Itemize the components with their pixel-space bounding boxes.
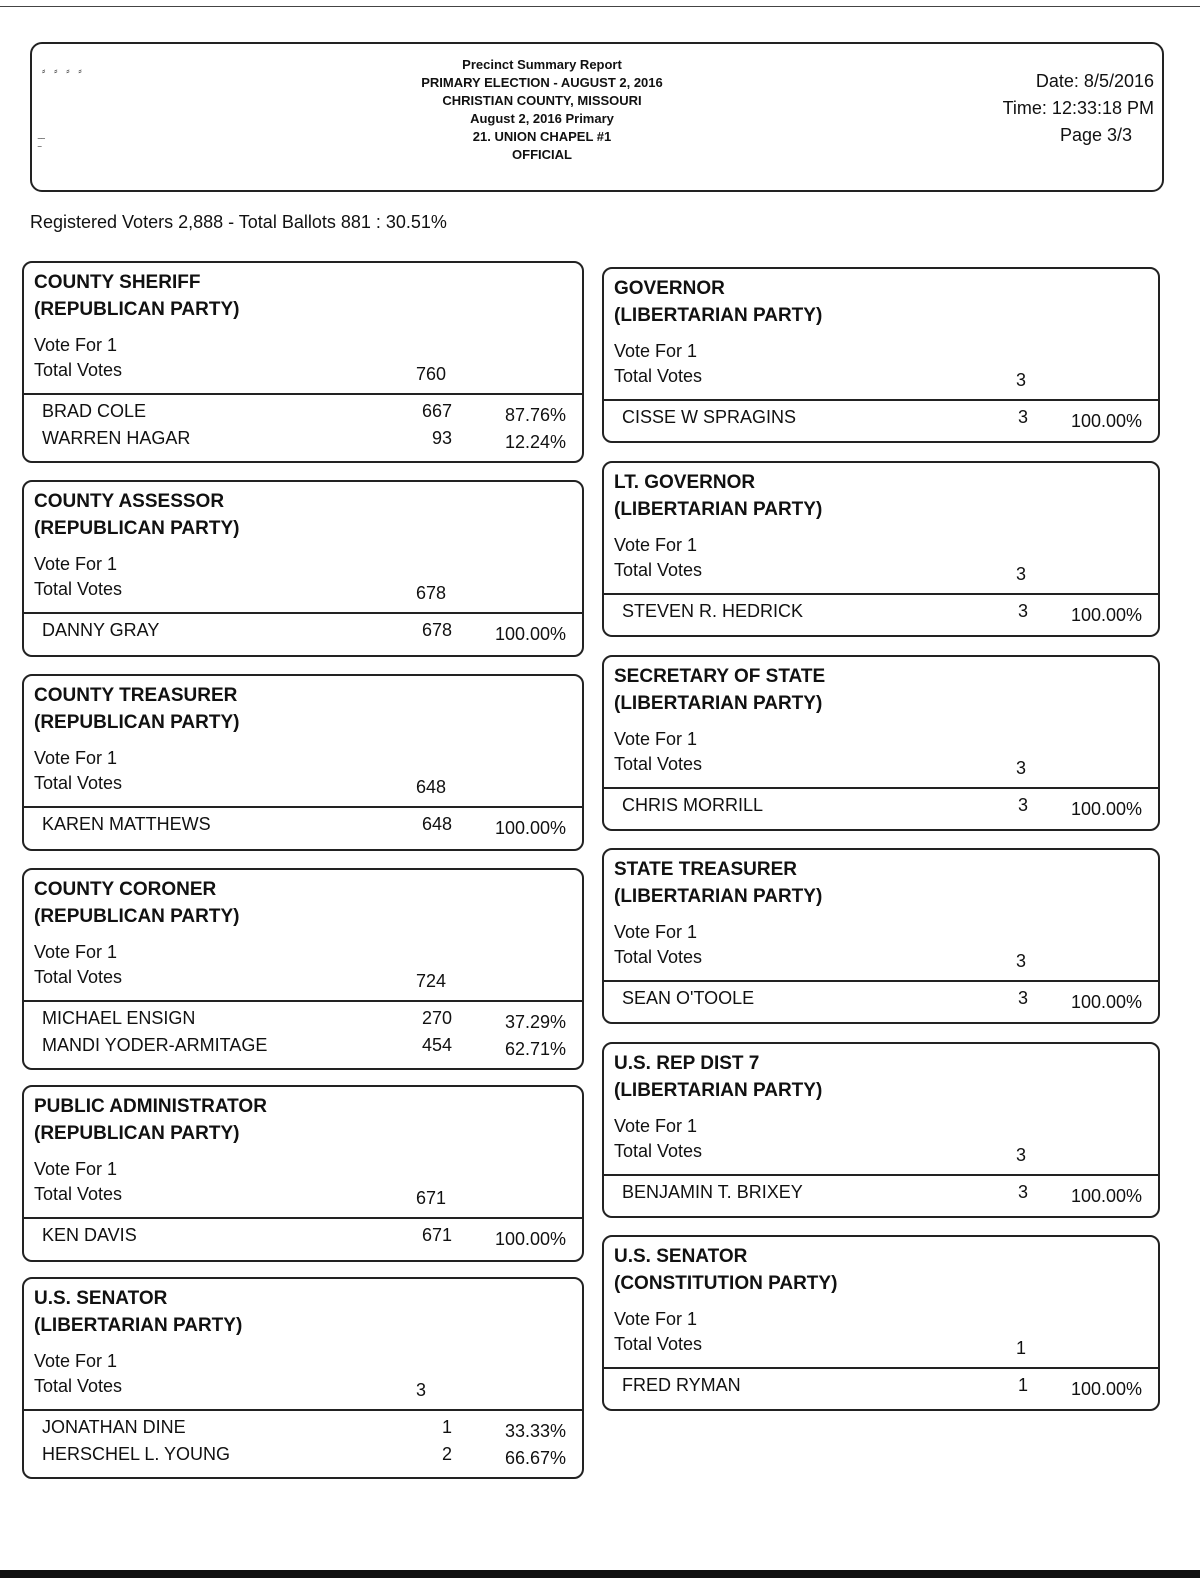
total-votes-label: Total Votes xyxy=(34,579,123,599)
candidate-row xyxy=(24,428,582,455)
divider xyxy=(24,806,582,808)
party-name: (LIBERTARIAN PARTY) xyxy=(614,886,823,907)
candidate-percent: 33.33% xyxy=(504,1421,566,1441)
candidate-votes: 3 xyxy=(1017,795,1028,815)
candidate-votes: 93 xyxy=(431,428,452,448)
total-votes-label: Total Votes xyxy=(34,1376,123,1396)
contest-title xyxy=(614,469,822,523)
contest-us-rep-dist-7 xyxy=(602,1042,1160,1218)
candidate-votes: 1 xyxy=(1017,1375,1028,1395)
vote-for-label: Vote For 1 xyxy=(34,748,118,768)
report-title: Precinct Summary Report xyxy=(462,57,622,72)
contest-us-senator-libertarian xyxy=(22,1277,584,1479)
divider xyxy=(604,787,1158,789)
contest-title xyxy=(34,488,239,542)
office-name: SECRETARY OF STATE xyxy=(614,666,826,687)
candidate-row xyxy=(24,814,582,841)
vote-for-label: Vote For 1 xyxy=(614,1116,698,1136)
scan-edge-top xyxy=(0,6,1200,7)
total-votes-value: 724 xyxy=(416,971,447,991)
contest-title xyxy=(614,275,822,329)
candidate-percent: 87.76% xyxy=(504,405,566,425)
office-name: COUNTY TREASURER xyxy=(34,685,238,706)
page-number: Page 3/3 xyxy=(1059,125,1132,145)
divider xyxy=(604,593,1158,595)
candidate-percent: 100.00% xyxy=(1070,1379,1142,1399)
candidate-percent: 37.29% xyxy=(504,1012,566,1032)
total-votes-value: 3 xyxy=(416,1380,427,1400)
report-time: Time: 12:33:18 PM xyxy=(1002,98,1154,118)
candidate-row xyxy=(24,1417,582,1444)
party-name: (REPUBLICAN PARTY) xyxy=(34,906,240,927)
vote-for-label: Vote For 1 xyxy=(34,942,118,962)
candidate-percent: 100.00% xyxy=(1070,992,1142,1012)
candidate-row xyxy=(24,1225,582,1252)
candidate-row xyxy=(604,1375,1158,1402)
candidate-percent: 100.00% xyxy=(1070,1186,1142,1206)
report-date: Date: 8/5/2016 xyxy=(1035,71,1154,91)
contest-public-administrator xyxy=(22,1085,584,1262)
party-name: (REPUBLICAN PARTY) xyxy=(34,712,240,733)
vote-for-label: Vote For 1 xyxy=(614,729,698,749)
report-header xyxy=(30,42,1164,192)
candidate-name: DANNY GRAY xyxy=(42,620,160,640)
total-votes-label: Total Votes xyxy=(614,560,703,580)
candidate-percent: 66.67% xyxy=(504,1448,566,1468)
total-votes-value: 648 xyxy=(416,777,447,797)
party-name: (CONSTITUTION PARTY) xyxy=(614,1273,838,1294)
party-name: (LIBERTARIAN PARTY) xyxy=(614,499,823,520)
party-name: (LIBERTARIAN PARTY) xyxy=(614,693,823,714)
contest-title xyxy=(34,269,239,323)
contest-county-assessor xyxy=(22,480,584,657)
divider xyxy=(604,980,1158,982)
candidate-votes: 648 xyxy=(421,814,452,834)
total-votes-value: 678 xyxy=(416,583,447,603)
candidate-votes: 3 xyxy=(1017,988,1028,1008)
election-name: PRIMARY ELECTION - AUGUST 2, 2016 xyxy=(421,75,663,90)
party-name: (LIBERTARIAN PARTY) xyxy=(614,305,823,326)
contest-title xyxy=(614,663,825,717)
candidate-votes: 671 xyxy=(421,1225,452,1245)
candidate-name: KEN DAVIS xyxy=(42,1225,137,1245)
candidate-name: JONATHAN DINE xyxy=(42,1417,186,1437)
contest-title xyxy=(34,876,239,930)
candidate-name: KAREN MATTHEWS xyxy=(42,814,211,834)
divider xyxy=(604,399,1158,401)
candidate-row xyxy=(604,601,1158,628)
office-name: COUNTY ASSESSOR xyxy=(34,491,225,512)
contest-county-treasurer xyxy=(22,674,584,851)
total-votes-value: 3 xyxy=(1016,951,1027,971)
divider xyxy=(24,1000,582,1002)
candidate-name: CISSE W SPRAGINS xyxy=(622,407,797,427)
candidate-votes: 3 xyxy=(1017,601,1028,621)
contest-governor xyxy=(602,267,1160,443)
office-name: GOVERNOR xyxy=(614,278,725,299)
candidate-votes: 2 xyxy=(441,1444,452,1464)
total-votes-value: 3 xyxy=(1016,370,1027,390)
candidate-name: BENJAMIN T. BRIXEY xyxy=(622,1182,803,1202)
vote-for-label: Vote For 1 xyxy=(614,1309,698,1329)
report-heading xyxy=(332,56,752,164)
precinct-name: 21. UNION CHAPEL #1 xyxy=(472,129,612,144)
candidate-name: MANDI YODER-ARMITAGE xyxy=(42,1035,268,1055)
contest-title xyxy=(34,1285,242,1339)
total-votes-value: 3 xyxy=(1016,758,1027,778)
candidate-row xyxy=(24,401,582,428)
county-name: CHRISTIAN COUNTY, MISSOURI xyxy=(442,93,642,108)
candidate-row xyxy=(604,407,1158,434)
candidate-percent: 100.00% xyxy=(1070,411,1142,431)
candidate-votes: 1 xyxy=(441,1417,452,1437)
report-status: OFFICIAL xyxy=(512,147,572,162)
scan-dashes: ‾‾ ‾ xyxy=(38,138,45,157)
divider xyxy=(24,1217,582,1219)
total-votes-label: Total Votes xyxy=(614,1141,703,1161)
vote-for-label: Vote For 1 xyxy=(614,535,698,555)
vote-for-label: Vote For 1 xyxy=(34,554,118,574)
contest-lt-governor xyxy=(602,461,1160,637)
report-meta xyxy=(1003,68,1154,149)
candidate-name: HERSCHEL L. YOUNG xyxy=(42,1444,231,1464)
candidate-percent: 62.71% xyxy=(504,1039,566,1059)
divider xyxy=(604,1367,1158,1369)
vote-for-label: Vote For 1 xyxy=(34,335,118,355)
total-votes-label: Total Votes xyxy=(614,754,703,774)
candidate-name: FRED RYMAN xyxy=(622,1375,741,1395)
contest-title xyxy=(614,1243,837,1297)
total-votes-value: 671 xyxy=(416,1188,447,1208)
total-votes-value: 760 xyxy=(416,364,447,384)
candidate-name: BRAD COLE xyxy=(42,401,147,421)
divider xyxy=(604,1174,1158,1176)
candidate-votes: 270 xyxy=(421,1008,452,1028)
scan-edge-bottom xyxy=(0,1570,1200,1578)
office-name: STATE TREASURER xyxy=(614,859,797,880)
candidate-row xyxy=(24,1008,582,1035)
total-votes-value: 3 xyxy=(1016,1145,1027,1165)
total-votes-label: Total Votes xyxy=(614,947,703,967)
vote-for-label: Vote For 1 xyxy=(614,341,698,361)
office-name: PUBLIC ADMINISTRATOR xyxy=(34,1096,267,1117)
party-name: (REPUBLICAN PARTY) xyxy=(34,1123,240,1144)
office-name: U.S. SENATOR xyxy=(614,1246,748,1267)
office-name: COUNTY SHERIFF xyxy=(34,272,201,293)
candidate-name: CHRIS MORRILL xyxy=(622,795,764,815)
contest-secretary-of-state xyxy=(602,655,1160,831)
office-name: LT. GOVERNOR xyxy=(614,472,756,493)
candidate-votes: 454 xyxy=(421,1035,452,1055)
total-votes-label: Total Votes xyxy=(34,1184,123,1204)
candidate-votes: 3 xyxy=(1017,1182,1028,1202)
candidate-percent: 100.00% xyxy=(494,1229,566,1249)
contest-title xyxy=(614,1050,822,1104)
office-name: U.S. REP DIST 7 xyxy=(614,1053,760,1074)
party-name: (LIBERTARIAN PARTY) xyxy=(614,1080,823,1101)
candidate-row xyxy=(604,1182,1158,1209)
vote-for-label: Vote For 1 xyxy=(34,1159,118,1179)
total-votes-value: 3 xyxy=(1016,564,1027,584)
candidate-name: STEVEN R. HEDRICK xyxy=(622,601,804,621)
candidate-row xyxy=(24,1035,582,1062)
office-name: COUNTY CORONER xyxy=(34,879,217,900)
primary-date: August 2, 2016 Primary xyxy=(470,111,614,126)
candidate-percent: 100.00% xyxy=(1070,605,1142,625)
party-name: (REPUBLICAN PARTY) xyxy=(34,299,240,320)
candidate-row xyxy=(24,1444,582,1471)
divider xyxy=(24,1409,582,1411)
total-votes-label: Total Votes xyxy=(34,967,123,987)
candidate-percent: 100.00% xyxy=(494,818,566,838)
candidate-row xyxy=(604,795,1158,822)
party-name: (LIBERTARIAN PARTY) xyxy=(34,1315,243,1336)
total-votes-label: Total Votes xyxy=(34,360,123,380)
contest-title xyxy=(34,682,239,736)
contest-title xyxy=(614,856,822,910)
office-name: U.S. SENATOR xyxy=(34,1288,168,1309)
candidate-name: MICHAEL ENSIGN xyxy=(42,1008,196,1028)
party-name: (REPUBLICAN PARTY) xyxy=(34,518,240,539)
divider xyxy=(24,393,582,395)
candidate-votes: 3 xyxy=(1017,407,1028,427)
contest-county-sheriff xyxy=(22,261,584,463)
vote-for-label: Vote For 1 xyxy=(614,922,698,942)
divider xyxy=(24,612,582,614)
contest-state-treasurer xyxy=(602,848,1160,1024)
turnout-summary: Registered Voters 2,888 - Total Ballots 881 : 30.51% xyxy=(30,212,447,232)
candidate-percent: 100.00% xyxy=(494,624,566,644)
scan-marks: ⸗ ⸗ ⸗ ⸗ xyxy=(42,66,85,77)
total-votes-label: Total Votes xyxy=(34,773,123,793)
candidate-percent: 100.00% xyxy=(1070,799,1142,819)
candidate-row xyxy=(24,620,582,647)
candidate-percent: 12.24% xyxy=(504,432,566,452)
total-votes-value: 1 xyxy=(1016,1338,1027,1358)
total-votes-label: Total Votes xyxy=(614,1334,703,1354)
contest-title xyxy=(34,1093,267,1147)
candidate-votes: 678 xyxy=(421,620,452,640)
candidate-row xyxy=(604,988,1158,1015)
candidate-name: WARREN HAGAR xyxy=(42,428,191,448)
contest-county-coroner xyxy=(22,868,584,1070)
candidate-votes: 667 xyxy=(421,401,452,421)
candidate-name: SEAN O'TOOLE xyxy=(622,988,755,1008)
total-votes-label: Total Votes xyxy=(614,366,703,386)
contest-us-senator-constitution xyxy=(602,1235,1160,1411)
vote-for-label: Vote For 1 xyxy=(34,1351,118,1371)
